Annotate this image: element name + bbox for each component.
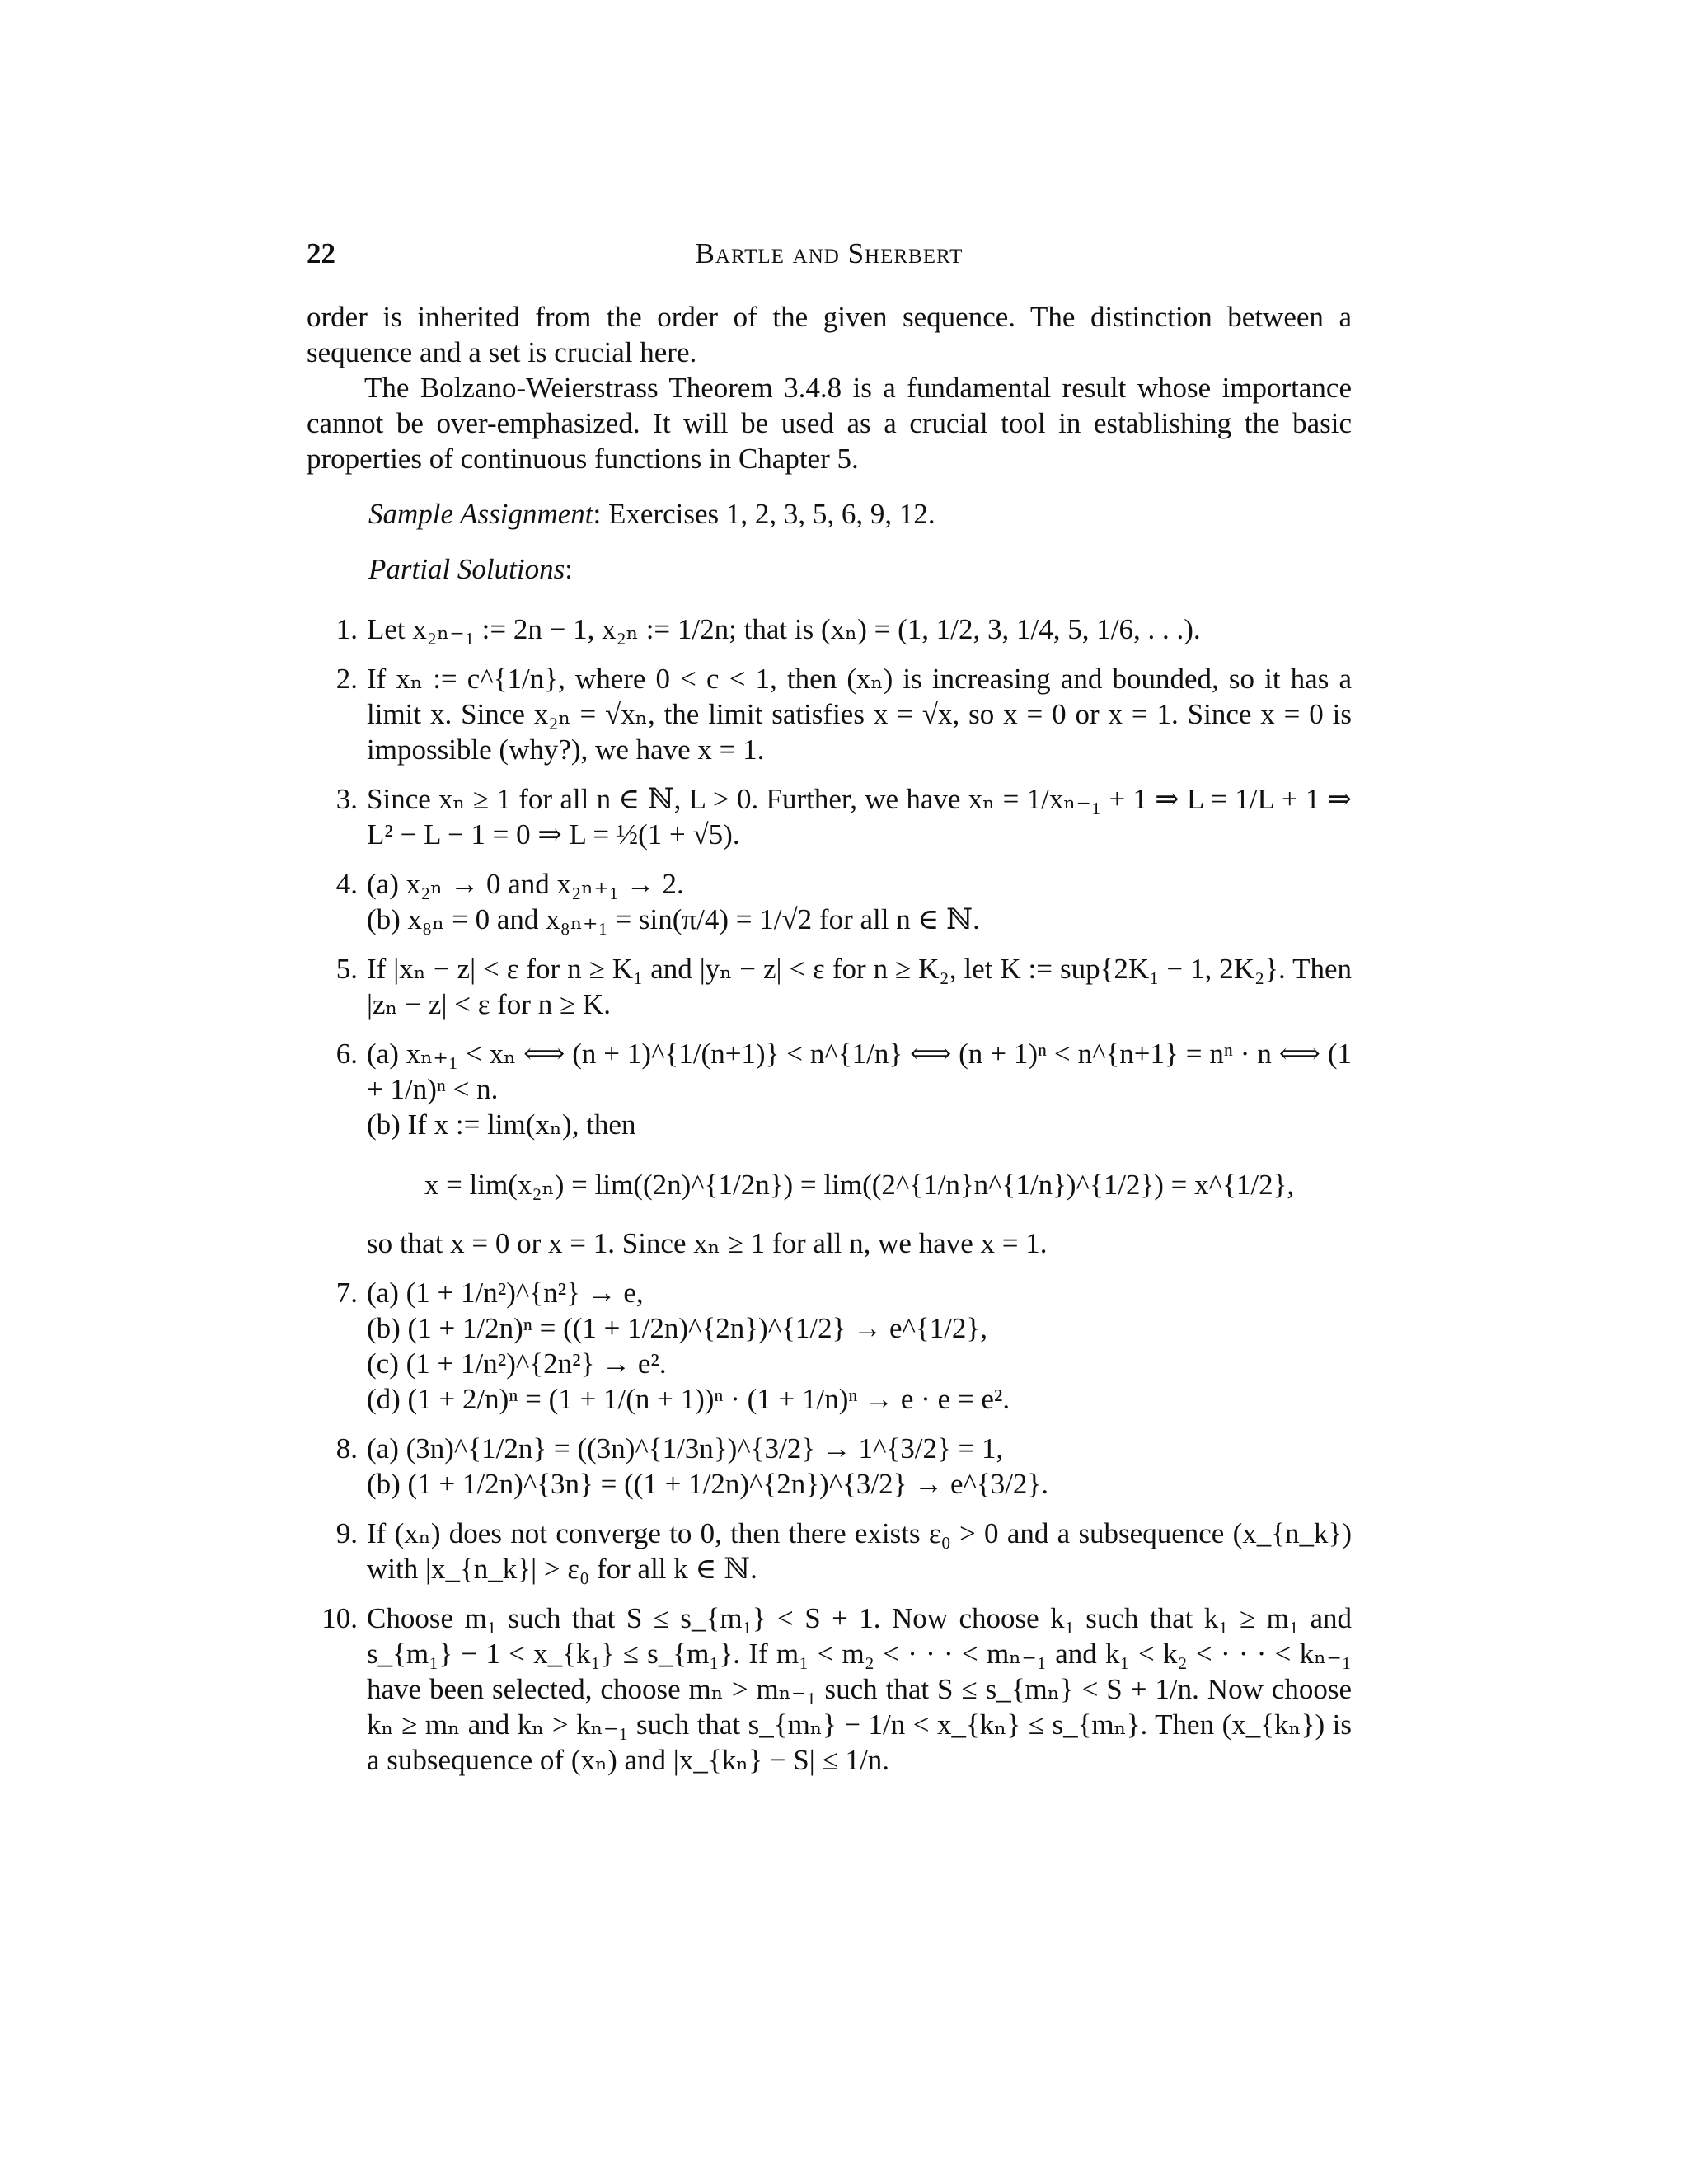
solution-part-a: (a) (1 + 1/n²)^{n²} → e, (367, 1277, 644, 1309)
solution-item (307, 661, 1352, 767)
solution-number: 10. (321, 1602, 358, 1634)
solution-conclusion: so that x = 0 or x = 1. Since xₙ ≥ 1 for all n, we have x = 1. (367, 1227, 1048, 1259)
running-title: Bartle and Sherbert (695, 237, 964, 269)
solution-item (307, 1601, 1352, 1778)
body-text (307, 299, 1352, 1792)
solutions-list (307, 612, 1352, 1778)
solution-item (307, 1036, 1352, 1261)
solution-item (307, 612, 1352, 647)
page-header (307, 236, 1352, 275)
page-number: 22 (307, 237, 335, 269)
solution-part-b: (b) x₈ₙ = 0 and x₈ₙ₊₁ = sin(π/4) = 1/√2 for all n ∈ ℕ. (367, 903, 980, 935)
solution-text: If xₙ := c^{1/n}, where 0 < c < 1, then (xₙ) is increasing and bounded, so it has a limit x. Since x₂ₙ = √xₙ, the limit satisfies x = √x, so x = 0 or x = 1. Since x = 0 is impossible (why?), we have x = 1. (367, 663, 1352, 766)
solution-number: 9. (335, 1517, 358, 1549)
solution-number: 8. (335, 1432, 358, 1465)
solution-number: 6. (335, 1038, 358, 1070)
solution-number: 4. (335, 868, 358, 900)
solution-item (307, 866, 1352, 937)
solution-part-d: (d) (1 + 2/n)ⁿ = (1 + 1/(n + 1))ⁿ · (1 + 1/n)ⁿ → e · e = e². (367, 1383, 1010, 1415)
sample-assignment-text: : Exercises 1, 2, 3, 5, 6, 9, 12. (593, 498, 935, 530)
bolzano-paragraph: The Bolzano-Weierstrass Theorem 3.4.8 is a fundamental result whose importance cannot be over-emphasized. It will be used as a crucial tool in establishing the basic properties of continuous functions in Chapter 5. (307, 372, 1352, 475)
solution-item (307, 1431, 1352, 1502)
sample-assignment (368, 496, 1352, 532)
solution-text: If |xₙ − z| < ε for n ≥ K₁ and |yₙ − z| < ε for n ≥ K₂, let K := sup{2K₁ − 1, 2K₂}. Then |zₙ − z| < ε for n ≥ K. (367, 953, 1352, 1020)
solution-text: Since xₙ ≥ 1 for all n ∈ ℕ, L > 0. Further, we have xₙ = 1/xₙ₋₁ + 1 ⇒ L = 1/L + 1 ⇒ L² − L − 1 = 0 ⇒ L = ½(1 + √5). (367, 783, 1352, 851)
solution-number: 2. (335, 663, 358, 695)
partial-solutions-heading (368, 551, 1352, 587)
display-equation: x = lim(x₂ₙ) = lim((2n)^{1/2n}) = lim((2^{1/n}n^{1/n})^{1/2}) = x^{1/2}, (424, 1169, 1295, 1201)
solution-item (307, 781, 1352, 852)
solution-part-b: (b) If x := lim(xₙ), then (367, 1108, 636, 1141)
solution-part-a: (a) x₂ₙ → 0 and x₂ₙ₊₁ → 2. (367, 868, 684, 900)
solution-text: If (xₙ) does not converge to 0, then there exists ε₀ > 0 and a subsequence (x_{n_k}) with |x_{n_k}| > ε₀ for all k ∈ ℕ. (367, 1517, 1352, 1585)
partial-solutions-colon: : (565, 553, 573, 585)
solution-number: 1. (335, 613, 358, 645)
solution-part-a: (a) (3n)^{1/2n} = ((3n)^{1/3n})^{3/2} → 1^{3/2} = 1, (367, 1432, 1004, 1465)
solution-part-c: (c) (1 + 1/n²)^{2n²} → e². (367, 1347, 667, 1380)
solution-part-b: (b) (1 + 1/2n)ⁿ = ((1 + 1/2n)^{2n})^{1/2} → e^{1/2}, (367, 1312, 987, 1344)
solution-item (307, 951, 1352, 1022)
sample-assignment-label: Sample Assignment (368, 498, 593, 530)
solution-number: 3. (335, 783, 358, 815)
solution-item (307, 1275, 1352, 1417)
solution-part-a: (a) xₙ₊₁ < xₙ ⟺ (n + 1)^{1/(n+1)} < n^{1/n} ⟺ (n + 1)ⁿ < n^{n+1} = nⁿ · n ⟺ (1 + 1/n)ⁿ < n. (367, 1038, 1352, 1105)
solution-item (307, 1516, 1352, 1586)
solution-number: 5. (335, 953, 358, 985)
solution-text: Choose m₁ such that S ≤ s_{m₁} < S + 1. Now choose k₁ such that k₁ ≥ m₁ and s_{m₁} − 1 < x_{k₁} ≤ s_{m₁}. If m₁ < m₂ < · · · < mₙ₋₁ and k₁ < k₂ < · · · < kₙ₋₁ have been selected, choose mₙ > mₙ₋₁ such that S ≤ s_{mₙ} < S + 1/n. Now choose kₙ ≥ mₙ and kₙ > kₙ₋₁ such that s_{mₙ} − 1/n < x_{kₙ} ≤ s_{mₙ}. Then (x_{kₙ}) is a subsequence of (xₙ) and |x_{kₙ} − S| ≤ 1/n. (367, 1602, 1352, 1776)
solution-text: Let x₂ₙ₋₁ := 2n − 1, x₂ₙ := 1/2n; that is (xₙ) = (1, 1/2, 3, 1/4, 5, 1/6, . . .). (367, 613, 1201, 645)
solution-part-b: (b) (1 + 1/2n)^{3n} = ((1 + 1/2n)^{2n})^{3/2} → e^{3/2}. (367, 1468, 1048, 1500)
solution-number: 7. (335, 1277, 358, 1309)
partial-solutions-label: Partial Solutions (368, 553, 565, 585)
intro-paragraph: order is inherited from the order of the given sequence. The distinction between a sequence and a set is crucial here. (307, 301, 1352, 368)
